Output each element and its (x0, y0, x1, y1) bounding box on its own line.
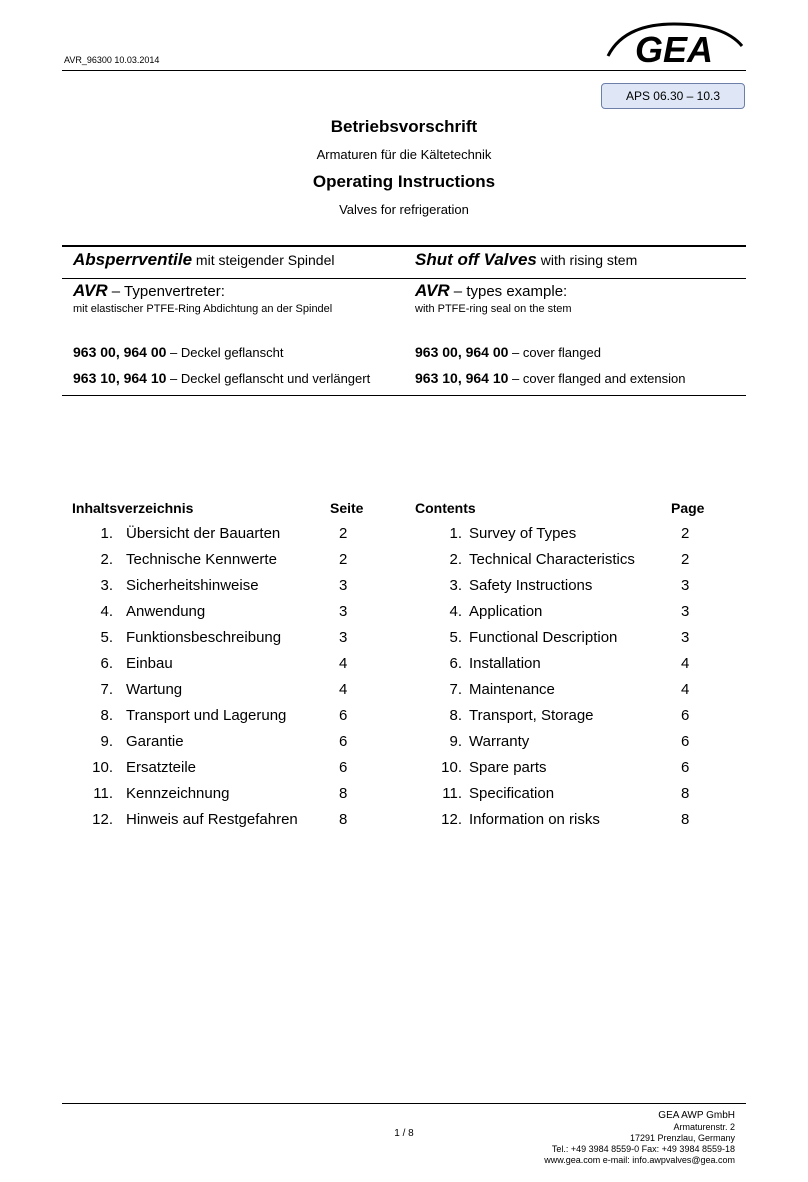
toc-row-en (0, 655, 808, 681)
toc-item-title: Ersatzteile (126, 759, 197, 776)
toc-item-page: 3 (681, 577, 690, 594)
toc-item-title: Wartung (126, 681, 183, 698)
toc-item-title: Warranty (469, 733, 530, 750)
toc-item-number: 4. (100, 603, 113, 620)
toc-item-number: 8. (100, 707, 113, 724)
toc-item-number: 3. (449, 577, 462, 594)
toc-item-page: 2 (681, 551, 690, 568)
variant-row-2-english: 963 10, 964 10 – cover flanged and extension (415, 370, 686, 386)
toc-item-title: Survey of Types (469, 525, 577, 542)
toc-item-number: 1. (100, 525, 113, 542)
toc-item-title: Specification (469, 785, 555, 802)
page-number: 1 / 8 (394, 1128, 414, 1139)
toc-item-page: 3 (681, 629, 690, 646)
toc-item-page: 6 (681, 733, 690, 750)
toc-item-title: Technische Kennwerte (126, 551, 277, 568)
toc-item-number: 12. (92, 811, 113, 828)
toc-item-page: 8 (681, 811, 690, 828)
toc-item-title: Functional Description (469, 629, 618, 646)
toc-item-page: 4 (681, 655, 690, 672)
subtitle-german: Armaturen für die Kältetechnik (316, 147, 492, 162)
toc-item-page: 2 (339, 551, 348, 568)
toc-item-title: Anwendung (126, 603, 206, 620)
toc-heading-english: Contents (415, 500, 476, 516)
toc-item-number: 9. (449, 733, 462, 750)
toc-item-number: 11. (93, 785, 113, 802)
toc-item-number: 6. (100, 655, 113, 672)
type-note-german: mit elastischer PTFE-Ring Abdichtung an der Spindel (73, 303, 333, 315)
toc-item-number: 8. (449, 707, 462, 724)
toc-row-en (0, 759, 808, 785)
toc-item-page: 3 (339, 629, 348, 646)
footer-phone: Tel.: +49 3984 8559-0 Fax: +49 3984 8559-18 (551, 1144, 735, 1154)
toc-item-page: 6 (681, 707, 690, 724)
variant-row-2-german: 963 10, 964 10 – Deckel geflanscht und verlängert (73, 370, 371, 386)
toc-row-en (0, 629, 808, 655)
toc-item-title: Übersicht der Bauarten (126, 525, 281, 542)
toc-item-page: 4 (681, 681, 690, 698)
type-line-german: AVR – Typenvertreter: (73, 281, 225, 300)
toc-item-title: Transport, Storage (469, 707, 594, 724)
toc-item-page: 4 (339, 681, 348, 698)
toc-item-number: 9. (100, 733, 113, 750)
toc-item-title: Sicherheitshinweise (126, 577, 259, 594)
toc-item-number: 7. (100, 681, 113, 698)
type-note-english: with PTFE-ring seal on the stem (415, 303, 572, 315)
toc-item-page: 6 (681, 759, 690, 776)
toc-item-title: Einbau (126, 655, 173, 672)
toc-item-number: 11. (442, 785, 462, 802)
toc-item-page: 8 (339, 811, 348, 828)
toc-item-title: Technical Characteristics (469, 551, 635, 568)
toc-item-title: Spare parts (469, 759, 547, 776)
aps-reference-badge: APS 06.30 – 10.3 (601, 83, 745, 109)
toc-page-heading-english: Page (671, 500, 705, 516)
logo-text: GEA (634, 29, 714, 68)
toc-row-en (0, 733, 808, 759)
toc-item-page: 4 (339, 655, 348, 672)
toc-item-title: Installation (469, 655, 541, 672)
toc-row-en (0, 551, 808, 577)
toc-item-page: 6 (339, 707, 348, 724)
gea-logo (604, 16, 744, 68)
toc-item-title: Transport und Lagerung (126, 707, 287, 724)
toc-row-en (0, 707, 808, 733)
subtitle-english: Valves for refrigeration (339, 202, 469, 217)
toc-item-number: 5. (100, 629, 113, 646)
toc-item-page: 8 (681, 785, 690, 802)
toc-item-number: 6. (449, 655, 462, 672)
toc-item-title: Application (469, 603, 543, 620)
header-rule (62, 70, 746, 71)
footer-rule (62, 1103, 746, 1104)
toc-item-number: 7. (449, 681, 462, 698)
toc-item-number: 3. (100, 577, 113, 594)
footer-company: GEA AWP GmbH (658, 1110, 735, 1121)
toc-row-en (0, 785, 808, 811)
footer-city: 17291 Prenzlau, Germany (629, 1133, 735, 1143)
toc-row-en (0, 525, 808, 551)
product-heading-english: Shut off Valves with rising stem (415, 250, 638, 269)
table-top-rule (62, 245, 746, 247)
toc-item-page: 2 (339, 525, 348, 542)
toc-item-number: 2. (449, 551, 462, 568)
document-reference: AVR_96300 10.03.2014 (64, 55, 160, 65)
title-german: Betriebsvorschrift (330, 117, 478, 136)
title-english: Operating Instructions (312, 172, 496, 191)
toc-item-page: 2 (681, 525, 690, 542)
toc-item-title: Maintenance (469, 681, 555, 698)
toc-item-number: 4. (449, 603, 462, 620)
toc-heading-german: Inhaltsverzeichnis (72, 500, 194, 516)
toc-row-en (0, 811, 808, 837)
table-header-rule (62, 278, 746, 279)
variant-row-1-english: 963 00, 964 00 – cover flanged (415, 344, 601, 360)
toc-item-title: Funktionsbeschreibung (126, 629, 282, 646)
toc-item-page: 3 (681, 603, 690, 620)
toc-item-title: Garantie (126, 733, 184, 750)
variant-row-1-german: 963 00, 964 00 – Deckel geflanscht (73, 344, 284, 360)
footer-web: www.gea.com e-mail: info.awpvalves@gea.com (544, 1155, 735, 1165)
toc-item-number: 10. (92, 759, 113, 776)
toc-item-number: 2. (100, 551, 113, 568)
product-heading-german: Absperrventile mit steigender Spindel (73, 250, 335, 269)
toc-item-title: Kennzeichnung (126, 785, 230, 802)
toc-item-title: Hinweis auf Restgefahren (126, 811, 298, 828)
toc-item-page: 3 (339, 577, 348, 594)
toc-row-en (0, 603, 808, 629)
toc-item-page: 8 (339, 785, 348, 802)
toc-item-number: 1. (449, 525, 462, 542)
toc-item-number: 5. (449, 629, 462, 646)
toc-item-title: Information on risks (469, 811, 600, 828)
type-line-english: AVR – types example: (415, 281, 568, 300)
toc-item-page: 3 (339, 603, 348, 620)
toc-item-page: 6 (339, 733, 348, 750)
toc-item-title: Safety Instructions (469, 577, 593, 594)
toc-item-page: 6 (339, 759, 348, 776)
toc-page-heading-german: Seite (330, 500, 364, 516)
toc-row-en (0, 577, 808, 603)
toc-item-number: 12. (441, 811, 462, 828)
table-bottom-rule (62, 395, 746, 396)
toc-row-en (0, 681, 808, 707)
footer-street: Armaturenstr. 2 (673, 1122, 735, 1132)
toc-item-number: 10. (441, 759, 462, 776)
